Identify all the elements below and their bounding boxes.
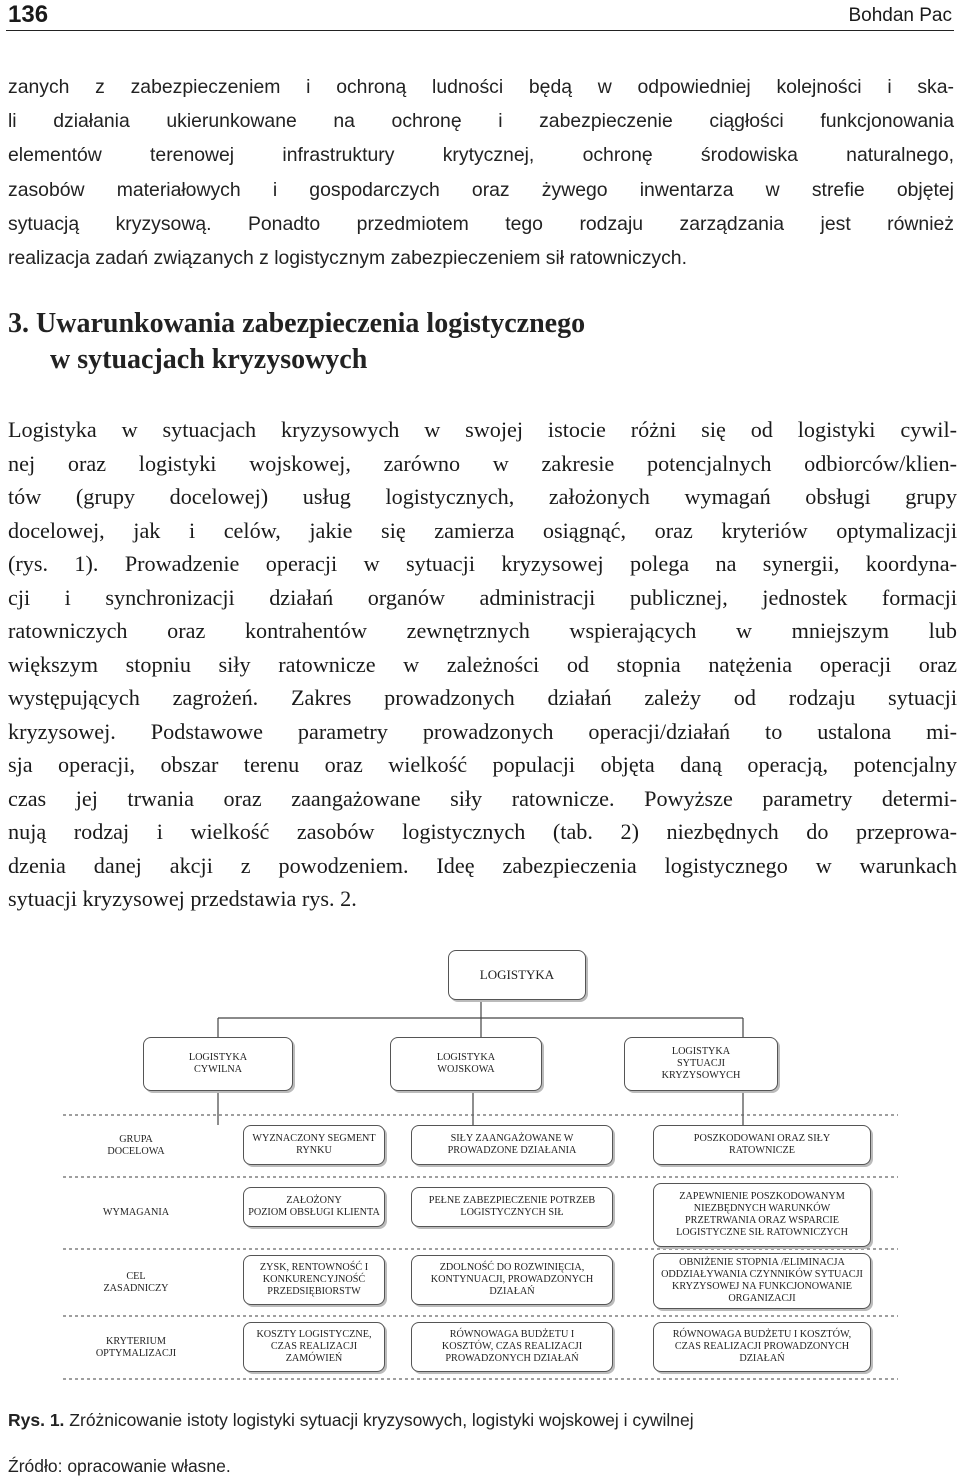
figure-caption: [8, 1410, 694, 1431]
text-line: nują rodzaj i wielkość zasobów logistycznych (tab. 2) niezbędnych do przeprowa-: [8, 819, 957, 844]
section-heading-line: w sytuacjach kryzysowych: [50, 344, 368, 375]
text-line: realizacja zadań związanych z logistycznym zabezpieczeniem sił ratowniczych.: [8, 247, 687, 270]
cell-civil-main-goal: ZYSK, RENTOWNOŚĆ I KONKURENCYJNOŚĆ PRZEDSIĘBIORSTW: [243, 1255, 385, 1305]
row-label-target-group: GRUPA DOCELOWA: [107, 1134, 165, 1157]
text-line: sytuacji kryzysowej przedstawia rys. 2.: [8, 886, 357, 911]
caption-label: Rys. 1.: [8, 1410, 65, 1430]
text-line: (rys. 1). Prowadzenie operacji w sytuacji kryzysowej polega na synergii, koordyna-: [8, 551, 957, 576]
cell-civil-target-group: WYZNACZONY SEGMENT RYNKU: [243, 1125, 385, 1165]
section-heading: [8, 306, 585, 378]
text-line: li działania ukierunkowane na ochronę i zabezpieczenie ciągłości funkcjonowania: [8, 110, 954, 133]
cell-military-requirements: PEŁNE ZABEZPIECZENIE POTRZEB LOGISTYCZNYCH SIŁ: [411, 1187, 613, 1227]
figure-logistics-diagram: [63, 945, 898, 1381]
text-line: docelowej, jak i celów, jakie się zamierza osiągnąć, oraz kryteriów optymalizacji: [8, 517, 957, 543]
logistics-root-box: LOGISTYKA: [448, 950, 586, 1000]
text-line: sytuacją kryzysową. Ponadto przedmiotem tego rodzaju zarządzania jest również: [8, 212, 954, 235]
page-header: [6, 0, 954, 31]
cell-crisis-requirements: ZAPEWNIENIE POSZKODOWANYM NIEZBĘDNYCH WARUNKÓW PRZETRWANIA ORAZ WSPARCIE LOGISTYCZNE SIŁ RATOWNICZYCH: [653, 1183, 871, 1247]
text-line: ratowniczych oraz kontrahentów zewnętrznych wspierających w mniejszym lub: [8, 618, 957, 643]
cell-military-optimization: RÓWNOWAGA BUDŻETU I KOSZTÓW, CZAS REALIZACJI PROWADZONYCH DZIAŁAŃ: [411, 1322, 613, 1372]
row-label-main-goal: CEL ZASADNICZY: [103, 1270, 169, 1294]
figure-source: Źródło: opracowanie własne.: [8, 1456, 231, 1476]
text-line: tów (grupy docelowej) usług logistycznych, założonych wymagań obsługi grupy: [8, 484, 957, 509]
page-number: 136: [8, 1, 49, 28]
branch-crisis-logistics: LOGISTYKA SYTUACJI KRYZYSOWYCH: [624, 1037, 778, 1091]
text-line: dzenia danej akcji z powodzeniem. Ideę zabezpieczenia logistycznego w warunkach: [8, 852, 957, 878]
text-line: sja operacji, obszar terenu oraz wielkość populacji objęta daną operacją, potencjalny: [8, 752, 957, 777]
cell-civil-requirements: ZAŁOŻONY POZIOM OBSŁUGI KLIENTA: [243, 1187, 385, 1227]
cell-military-target-group: SIŁY ZAANGAŻOWANE W PROWADZONE DZIAŁANIA: [411, 1125, 613, 1165]
caption-text: Zróżnicowanie istoty logistyki sytuacji kryzysowych, logistyki wojskowej i cywilnej: [64, 1410, 694, 1430]
row-label-requirements: WYMAGANIA: [102, 1207, 170, 1218]
section-heading-line: 3. Uwarunkowania zabezpieczenia logistycznego: [8, 308, 586, 339]
text-line: kryzysowej. Podstawowe parametry prowadzonych operacji/działań to ustalona mi-: [8, 718, 957, 744]
text-line: nej oraz logistyki wojskowej, zarówno w zakresie potencjalnych odbiorców/klien-: [8, 450, 957, 476]
text-line: Logistyka w sytuacjach kryzysowych w swojej istocie różni się od logistyki cywil-: [8, 417, 957, 442]
text-line: cji i synchronizacji działań organów administracji publicznej, jednostek formacji: [8, 584, 957, 610]
branch-civil-logistics: LOGISTYKA CYWILNA: [143, 1037, 293, 1091]
intro-paragraph: [8, 70, 954, 275]
text-line: elementów terenowej infrastruktury krytycznej, ochronę środowiska naturalnego,: [8, 144, 954, 167]
branch-military-logistics: LOGISTYKA WOJSKOWA: [390, 1037, 542, 1091]
body-paragraph: [8, 413, 957, 916]
row-label-optimization: KRYTERIUM OPTYMALIZACJI: [95, 1335, 177, 1359]
text-line: występujących zagrożeń. Zakres prowadzonych działań zależy od rodzaju sytuacji: [8, 685, 957, 710]
text-line: czas jej trwania oraz zaangażowane siły ratownicze. Powyższe parametry determi-: [8, 785, 957, 811]
cell-civil-optimization: KOSZTY LOGISTYCZNE, CZAS REALIZACJI ZAMÓWIEŃ: [243, 1322, 385, 1372]
cell-crisis-main-goal: OBNIŻENIE STOPNIA /ELIMINACJA ODDZIAŁYWANIA CZYNNIKÓW SYTUACJI KRYZYSOWEJ NA FUNKCJONOWANIE ORGANIZACJI: [653, 1253, 871, 1309]
cell-crisis-target-group: POSZKODOWANI ORAZ SIŁY RATOWNICZE: [653, 1125, 871, 1165]
running-author: Bohdan Pac: [848, 5, 952, 26]
text-line: zanych z zabezpieczeniem i ochroną ludności będą w odpowiedniej kolejności i ska-: [8, 76, 954, 98]
text-line: zasobów materiałowych i gospodarczych oraz żywego inwentarza w strefie objętej: [8, 178, 954, 201]
cell-military-main-goal: ZDOLNOŚĆ DO ROZWINIĘCIA, KONTYNUACJI, PROWADZONYCH DZIAŁAŃ: [411, 1255, 613, 1305]
text-line: większym stopniu siły ratownicze w zależności od stopnia natężenia operacji oraz: [8, 651, 957, 677]
cell-crisis-optimization: RÓWNOWAGA BUDŻETU I KOSZTÓW, CZAS REALIZACJI PROWADZONYCH DZIAŁAŃ: [653, 1322, 871, 1372]
